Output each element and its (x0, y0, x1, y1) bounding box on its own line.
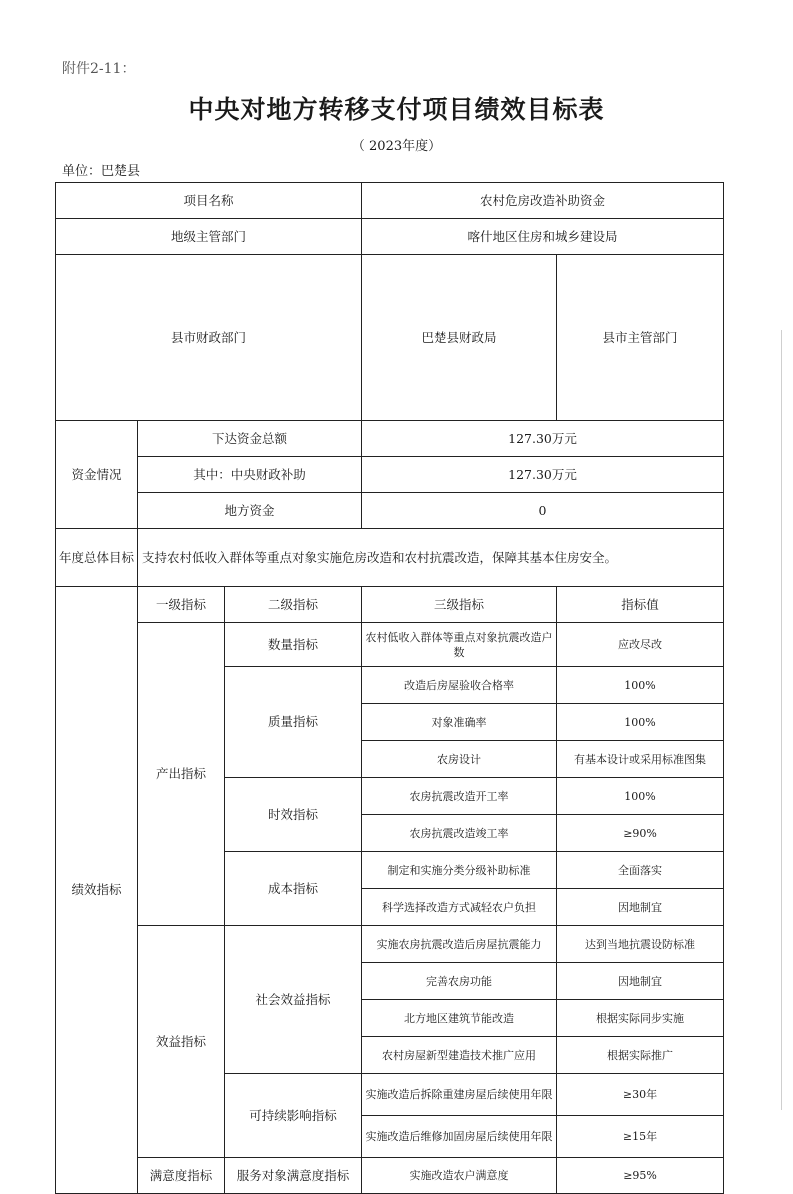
indicator-value: ≥15年 (557, 1116, 724, 1158)
indicator-name: 实施改造后拆除重建房屋后续使用年限 (362, 1074, 557, 1116)
county-dept-label: 县市主管部门 (557, 255, 724, 421)
performance-target-table (55, 182, 724, 1194)
indicator-name: 科学选择改造方式减轻农户负担 (362, 889, 557, 926)
indicator-name: 改造后房屋验收合格率 (362, 667, 557, 704)
sustainable-indicator-label: 可持续影响指标 (225, 1074, 362, 1158)
indicator-value: ≥90% (557, 815, 724, 852)
funds-central-value: 127.30万元 (362, 457, 724, 493)
indicator-name: 农房设计 (362, 741, 557, 778)
indicator-value: 应改尽改 (557, 623, 724, 667)
indicator-name: 制定和实施分类分级补助标准 (362, 852, 557, 889)
quality-indicator-label: 质量指标 (225, 667, 362, 778)
quantity-indicator-label: 数量指标 (225, 623, 362, 667)
indicator-value: 达到当地抗震设防标准 (557, 926, 724, 963)
indicator-name: 农村低收入群体等重点对象抗震改造户数 (362, 623, 557, 667)
department-label: 地级主管部门 (56, 219, 362, 255)
social-benefit-indicator-label: 社会效益指标 (225, 926, 362, 1074)
funds-local-row (56, 493, 724, 529)
annual-goal-label: 年度总体目标 (56, 529, 138, 587)
attachment-number: 附件2-11： (62, 61, 136, 77)
funds-total-row (56, 421, 724, 457)
indicator-name: 对象准确率 (362, 704, 557, 741)
funds-local-value: 0 (362, 493, 724, 529)
header-level1: 一级指标 (138, 587, 225, 623)
funds-central-row (56, 457, 724, 493)
table-row (56, 1158, 724, 1194)
page-title: 中央对地方转移支付项目绩效目标表 (188, 95, 605, 124)
indicator-value: ≥30年 (557, 1074, 724, 1116)
fiscal-year: （ 2023年度） (351, 139, 442, 154)
indicator-name: 实施改造农户满意度 (362, 1158, 557, 1194)
timeliness-indicator-label: 时效指标 (225, 778, 362, 852)
indicator-name: 农房抗震改造开工率 (362, 778, 557, 815)
funds-label: 资金情况 (56, 421, 138, 529)
project-name-row (56, 183, 724, 219)
indicator-header-row (56, 587, 724, 623)
indicator-value: 因地制宜 (557, 963, 724, 1000)
benefit-indicator-label: 效益指标 (138, 926, 225, 1158)
table-row (56, 623, 724, 667)
satisfaction-indicator-label: 满意度指标 (138, 1158, 225, 1194)
annual-goal-row (56, 529, 724, 587)
header-level2: 二级指标 (225, 587, 362, 623)
funds-total-label: 下达资金总额 (138, 421, 362, 457)
indicator-name: 北方地区建筑节能改造 (362, 1000, 557, 1037)
indicator-value: 因地制宜 (557, 889, 724, 926)
reporting-unit: 单位：巴楚县 (62, 164, 141, 179)
indicator-value: 100% (557, 704, 724, 741)
indicator-value: 根据实际推广 (557, 1037, 724, 1074)
county-finance-label: 县市财政部门 (56, 255, 362, 421)
department-row (56, 219, 724, 255)
project-name-label: 项目名称 (56, 183, 362, 219)
department-value: 喀什地区住房和城乡建设局 (362, 219, 724, 255)
indicator-name: 实施改造后维修加固房屋后续使用年限 (362, 1116, 557, 1158)
table-row (56, 926, 724, 963)
funds-total-value: 127.30万元 (362, 421, 724, 457)
indicator-name: 农村房屋新型建造技术推广应用 (362, 1037, 557, 1074)
indicator-value: 100% (557, 667, 724, 704)
service-satisfaction-label: 服务对象满意度指标 (225, 1158, 362, 1194)
county-row (56, 255, 724, 421)
funds-central-label: 其中：中央财政补助 (138, 457, 362, 493)
cost-indicator-label: 成本指标 (225, 852, 362, 926)
indicator-value: 有基本设计或采用标准图集 (557, 741, 724, 778)
indicator-name: 农房抗震改造竣工率 (362, 815, 557, 852)
output-indicator-label: 产出指标 (138, 623, 225, 926)
indicator-value: 全面落实 (557, 852, 724, 889)
indicator-value: 100% (557, 778, 724, 815)
scan-edge-line (781, 330, 782, 1110)
county-finance-value: 巴楚县财政局 (362, 255, 557, 421)
indicator-name: 完善农房功能 (362, 963, 557, 1000)
project-name-value: 农村危房改造补助资金 (362, 183, 724, 219)
annual-goal-text: 支持农村低收入群体等重点对象实施危房改造和农村抗震改造，保障其基本住房安全。 (138, 529, 724, 587)
indicator-name: 实施农房抗震改造后房屋抗震能力 (362, 926, 557, 963)
header-level3: 三级指标 (362, 587, 557, 623)
header-value: 指标值 (557, 587, 724, 623)
indicator-value: ≥95% (557, 1158, 724, 1194)
indicator-value: 根据实际同步实施 (557, 1000, 724, 1037)
funds-local-label: 地方资金 (138, 493, 362, 529)
performance-label: 绩效指标 (56, 587, 138, 1194)
